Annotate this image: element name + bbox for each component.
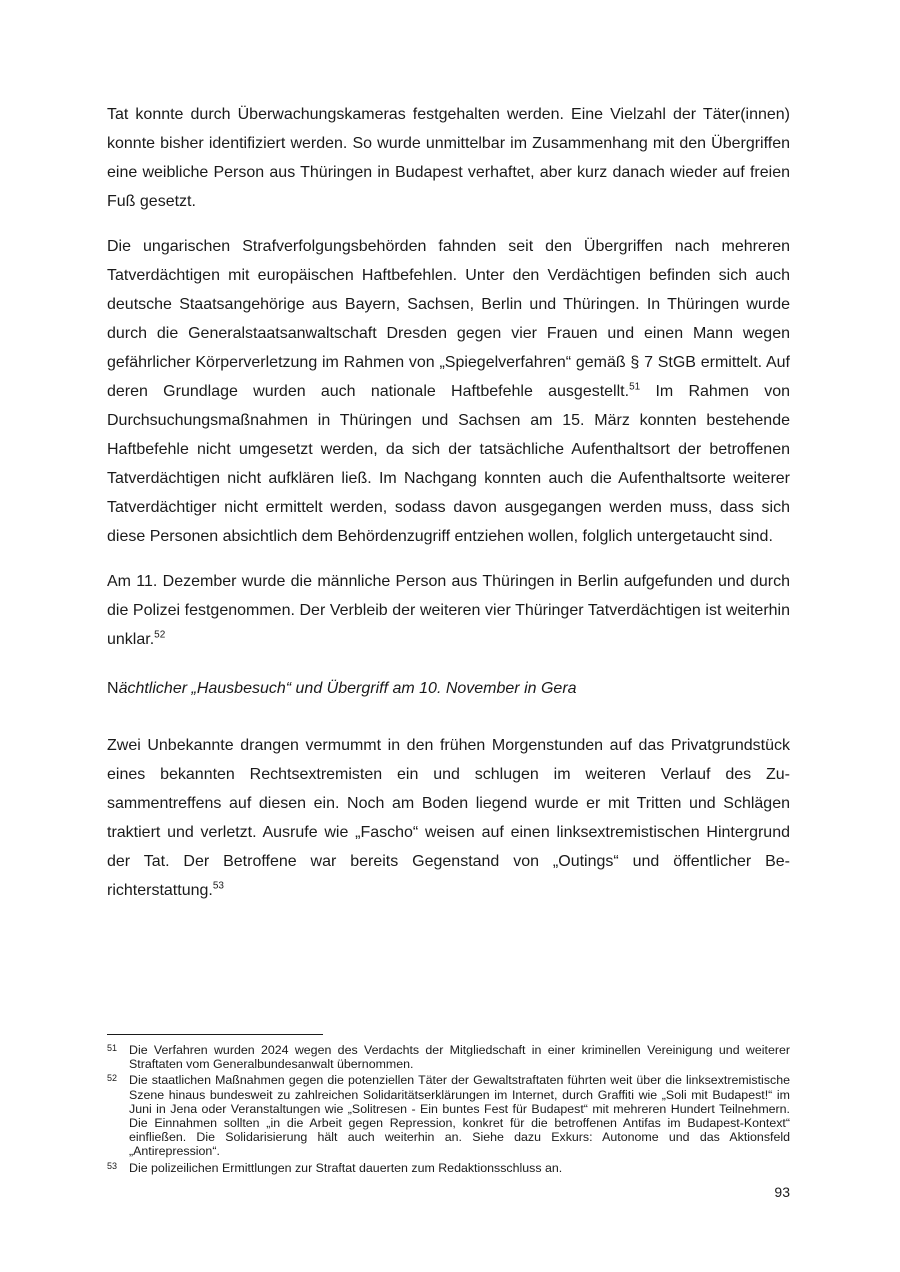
paragraph-3-text: Am 11. Dezember wurde die männliche Person aus Thüringen in Berlin aufgefunden und durch die Polizei festgenommen. Der Verbleib der weiteren vier Thüringer Tatverdächtigen ist weiterhin unklar. [107, 573, 790, 648]
paragraph-2-text-b: Im Rahmen von Durchsuchungsmaßnahmen in Thüringen und Sachsen am 15. März konnten bestehende Haftbefehle nicht umgesetzt werden, da sich der tatsächliche Aufenthaltsort der betroffenen Tatverdächtigen nicht aufklären ließ. Im Nachgang konnten auch die Aufenthaltsorte weiterer Tatverdächtiger nicht ermittelt werden, sodass davon ausgegangen werden muss, dass sich diese Personen absichtlich dem Behördenzugriff entziehen wollen, folglich untergetaucht sind. [107, 383, 790, 545]
footnote-number: 51 [107, 1043, 118, 1053]
paragraph-3 [107, 567, 790, 654]
footnote-text: Die staatlichen Maßnahmen gegen die potenziellen Täter der Gewaltstraftaten führten weit über die linksextremistische Szene hinaus bundesweit zu zahlreichen Solidaritätserklärungen im Internet, durch Graffiti wie „Soli mit Budapest!“ im Juni in Jena oder Veranstaltungen wie „Solitresen - Ein buntes Fest für Budapest“ mit mehreren Hundert Teilnehmern. Die Einnahmen sollten „in die Arbeit gegen Repression, konkret für die betroffenen Antifas im Budapest-Kontext“ einfließen. Die Solidarisierung hält auch weiterhin an. Siehe dazu Exkurs: Autonome und das Aktionsfeld „Antirepression“. [129, 1073, 790, 1159]
footnote-number: 53 [107, 1160, 118, 1171]
footnote-ref-52[interactable]: 52 [154, 629, 166, 641]
page-body [107, 100, 790, 921]
footnote-divider [107, 1034, 323, 1035]
paragraph-2-text-a: Die ungarischen Strafverfolgungsbehörden fahnden seit den Übergriffen nach mehreren Tatverdächtigen mit europäischen Haftbefehlen. Unter den Verdächtigen befinden sich auch deutsche Staatsangehörige aus Bayern, Sachsen, Berlin und Thüringen. In Thüringen wurde durch die Generalstaatsanwaltschaft Dresden gegen vier Frauen und einen Mann wegen gefährlicher Körperverletzung im Rahmen von „Spiegelverfahren“ gemäß § 7 StGB ermittelt. Auf deren Grundlage wurden auch nationale Haftbefehle ausgestellt. [107, 238, 790, 400]
footnote-ref-53[interactable]: 53 [212, 880, 224, 892]
paragraph-4-text: Zwei Unbekannte drangen vermummt in den frühen Morgenstunden auf das Privatgrundstück eines bekannten Rechtsextremisten ein und schlugen im weiteren Verlauf des Zusammentreffens auf diesen ein. Noch am Boden liegend wurde er mit Tritten und Schlägen traktiert und verletzt. Ausrufe wie „Fascho“ weisen auf einen linksextremistischen Hintergrund der Tat. Der Betroffene war bereits Gegenstand von „Outings“ und öffentlicher Berichterstattung. [107, 737, 790, 899]
paragraph-4 [107, 731, 790, 905]
footnote-53 [107, 1161, 790, 1175]
footnote-text: Die polizeilichen Ermittlungen zur Straftat dauerten zum Redaktionsschluss an. [129, 1160, 563, 1175]
paragraph-2 [107, 232, 790, 551]
section-heading [107, 677, 790, 701]
footnote-text: Die Verfahren wurden 2024 wegen des Verdachts der Mitgliedschaft in einer kriminellen Vereinigung und weiterer Straftaten vom Generalbundesanwalt übernommen. [129, 1043, 790, 1072]
section-heading-initial: N [107, 680, 119, 697]
footnotes-section [107, 1034, 790, 1177]
page-number: 93 [774, 1184, 790, 1200]
footnote-ref-51[interactable]: 51 [629, 381, 641, 393]
footnote-52 [107, 1073, 790, 1158]
footnote-51 [107, 1043, 790, 1071]
paragraph-1: Tat konnte durch Überwachungskameras festgehalten werden. Eine Vielzahl der Täter(innen) konnte bisher identifiziert werden. So wurde unmittelbar im Zusammenhang mit den Übergriffen eine weibliche Person aus Thüringen in Budapest verhaftet, aber kurz danach wieder auf freien Fuß gesetzt. [107, 106, 790, 210]
footnote-number: 52 [107, 1073, 118, 1084]
section-heading-text: ächtlicher „Hausbesuch“ und Übergriff am 10. November in Gera [118, 680, 577, 697]
